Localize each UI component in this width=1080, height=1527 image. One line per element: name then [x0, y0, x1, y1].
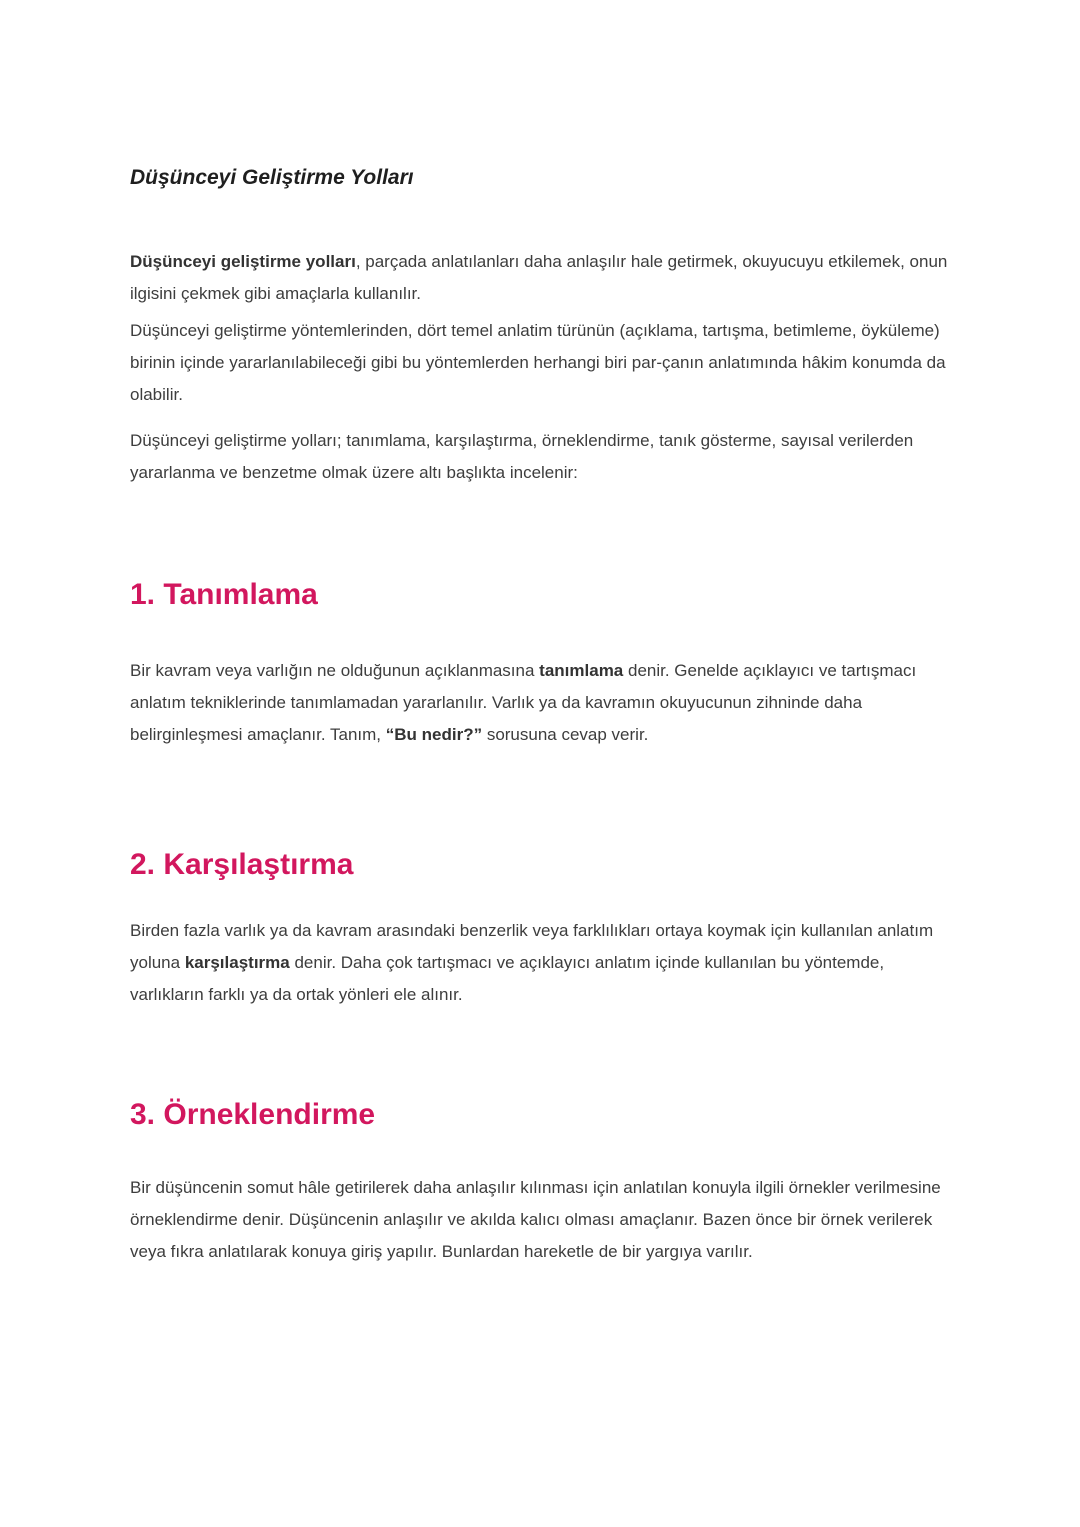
section-heading-tanimlama: 1. Tanımlama	[130, 578, 318, 611]
section-body-orneklendirme: Bir düşüncenin somut hâle getirilerek daha anlaşılır kılınması için anlatılan konuyla ilgili örnekler verilmesine örneklendirme denir. Düşüncenin anlaşılır ve akılda kalıcı olması amaçlanır. Bazen önce bir örnek verilerek veya fıkra anlatılarak konuya giriş yapılır. Bunlardan hareketle de bir yargıya varılır.	[130, 1178, 941, 1261]
intro-paragraph-list: Düşünceyi geliştirme yolları; tanımlama, karşılaştırma, örneklendirme, tanık gösterme, sayısal verilerden yararlanma ve benzetme olmak üzere altı başlıkta incelenir:	[130, 431, 914, 482]
intro-paragraph-methods: Düşünceyi geliştirme yöntemlerinden, dört temel anlatim türünün (açıklama, tartışma, betimleme, öyküleme) birinin içinde yararlanılabileceği gibi bu yöntemlerden herhangi biri par-çanın anlatımında hâkim konumda da olabilir.	[130, 321, 946, 404]
document-title: Düşünceyi Geliştirme Yolları	[130, 166, 414, 189]
section-body-tanimlama: Bir kavram veya varlığın ne olduğunun açıklanmasına tanımlama denir. Genelde açıklayıcı ve tartışmacı anlatım tekniklerinde tanımlamadan yararlanılır. Varlık ya da kavramın okuyucunun zihninde daha belirginleşmesi amaçlanır. Tanım, “Bu nedir?” sorusuna cevap verir.	[130, 661, 917, 744]
section-heading-karsilastirma: 2. Karşılaştırma	[130, 848, 354, 881]
section-heading-orneklendirme: 3. Örneklendirme	[130, 1098, 376, 1131]
section-body-karsilastirma: Birden fazla varlık ya da kavram arasındaki benzerlik veya farklılıkları ortaya koymak için kullanılan anlatım yoluna karşılaştırma denir. Daha çok tartışmacı ve açıklayıcı anlatım içinde kullanılan bu yöntemde, varlıkların farklı ya da ortak yönleri ele alınır.	[130, 921, 934, 1004]
intro-paragraph-usage: Düşünceyi geliştirme yolları, parçada anlatılanları daha anlaşılır hale getirmek, okuyucuyu etkilemek, onun ilgisini çekmek gibi amaçlarla kullanılır.	[130, 252, 948, 303]
